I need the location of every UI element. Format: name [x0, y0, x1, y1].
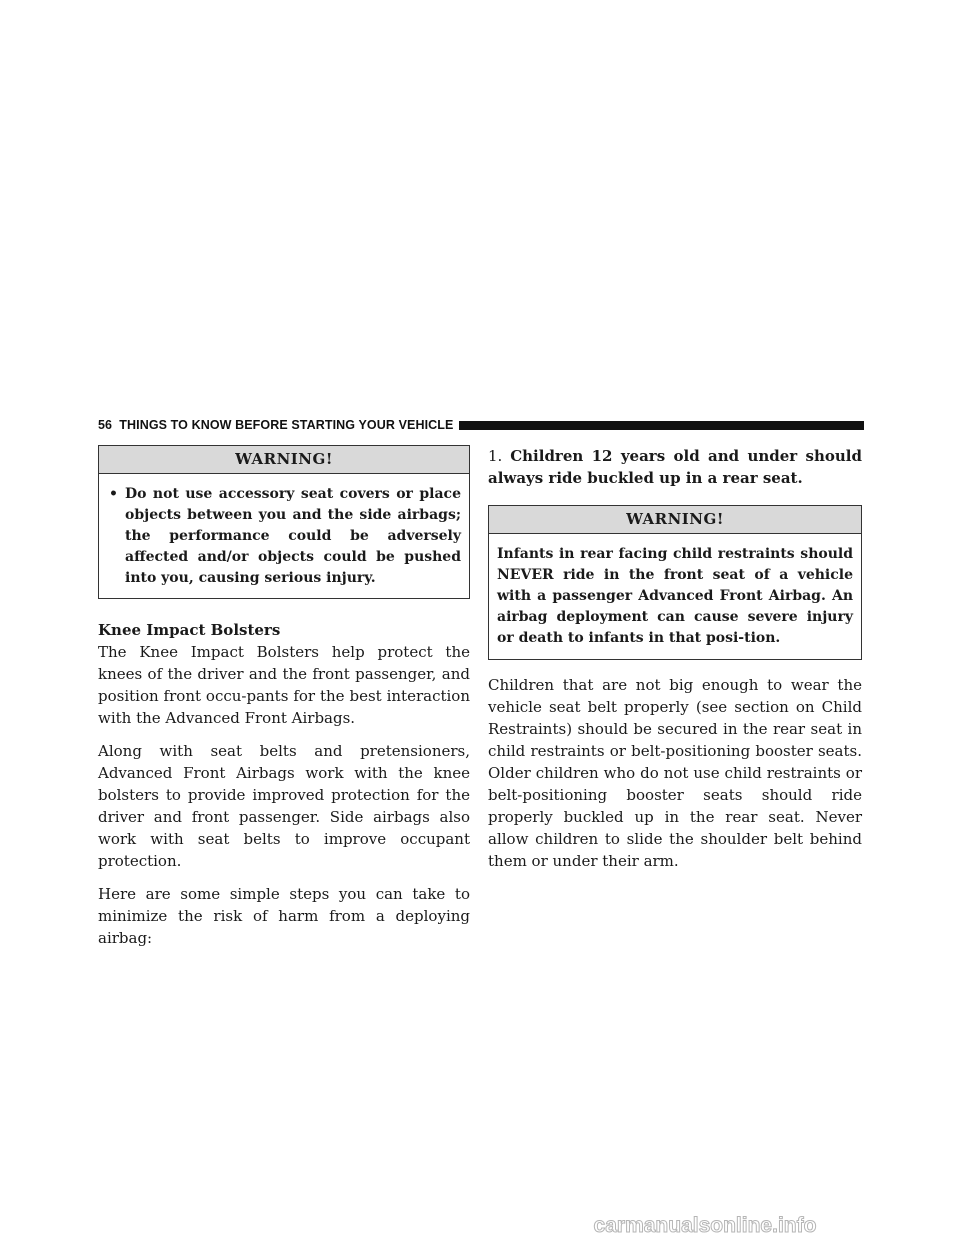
warning-body: Infants in rear facing child restraints should NEVER ride in the front seat of a vehicle with a passenger Advanced Front Airbag. An airbag deployment can cause severe injury or death to infants in that posi-tion. [497, 546, 853, 646]
paragraph: Along with seat belts and pretensioners, Advanced Front Airbags work with the knee bolsters to provide improved protection for the driver and front passenger. Side airbags also work with seat belts to improve occupant protection. [98, 742, 470, 870]
paragraph: Here are some simple steps you can take to minimize the risk of harm from a deploying airbag: [98, 885, 470, 947]
left-column [98, 445, 470, 949]
section-title: THINGS TO KNOW BEFORE STARTING YOUR VEHICLE [119, 418, 454, 432]
paragraph: The Knee Impact Bolsters help protect the knees of the driver and the front passenger, and position front occu-pants for the best interaction with the Advanced Front Airbags. [98, 643, 470, 727]
numbered-step [488, 445, 862, 489]
paragraph: Children that are not big enough to wear the vehicle seat belt properly (see section on Child Restraints) should be secured in the rear seat in child restraints or belt-positioning booster seats. Older children who do not use child restraints or belt-positioning booster seats should ride properly buckled up in the rear seat. Never allow children to slide the shoulder belt behind them or under their arm. [488, 676, 862, 870]
page-header [98, 418, 864, 432]
right-column [488, 445, 862, 872]
warning-box [98, 445, 470, 599]
warning-title: WARNING! [489, 506, 861, 534]
warning-bullet-item [109, 484, 461, 589]
header-rule [459, 421, 864, 430]
warning-body [99, 474, 469, 598]
section-heading: Knee Impact Bolsters [98, 621, 281, 639]
watermark [0, 1206, 960, 1242]
step-text: Children 12 years old and under should always ride buckled up in a rear seat. [488, 447, 862, 487]
page-number: 56 [98, 418, 113, 432]
warning-title: WARNING! [99, 446, 469, 474]
watermark-text: carmanualsonline.info [593, 1214, 817, 1237]
bullet-icon: • [109, 486, 118, 502]
step-number: 1. [488, 447, 503, 465]
warning-bullet-text: Do not use accessory seat covers or place objects between you and the side airbags; the performance could be adversely affected and/or objects could be pushed into you, causing serious injury. [125, 486, 461, 586]
header-label [98, 418, 453, 432]
warning-box [488, 505, 862, 660]
